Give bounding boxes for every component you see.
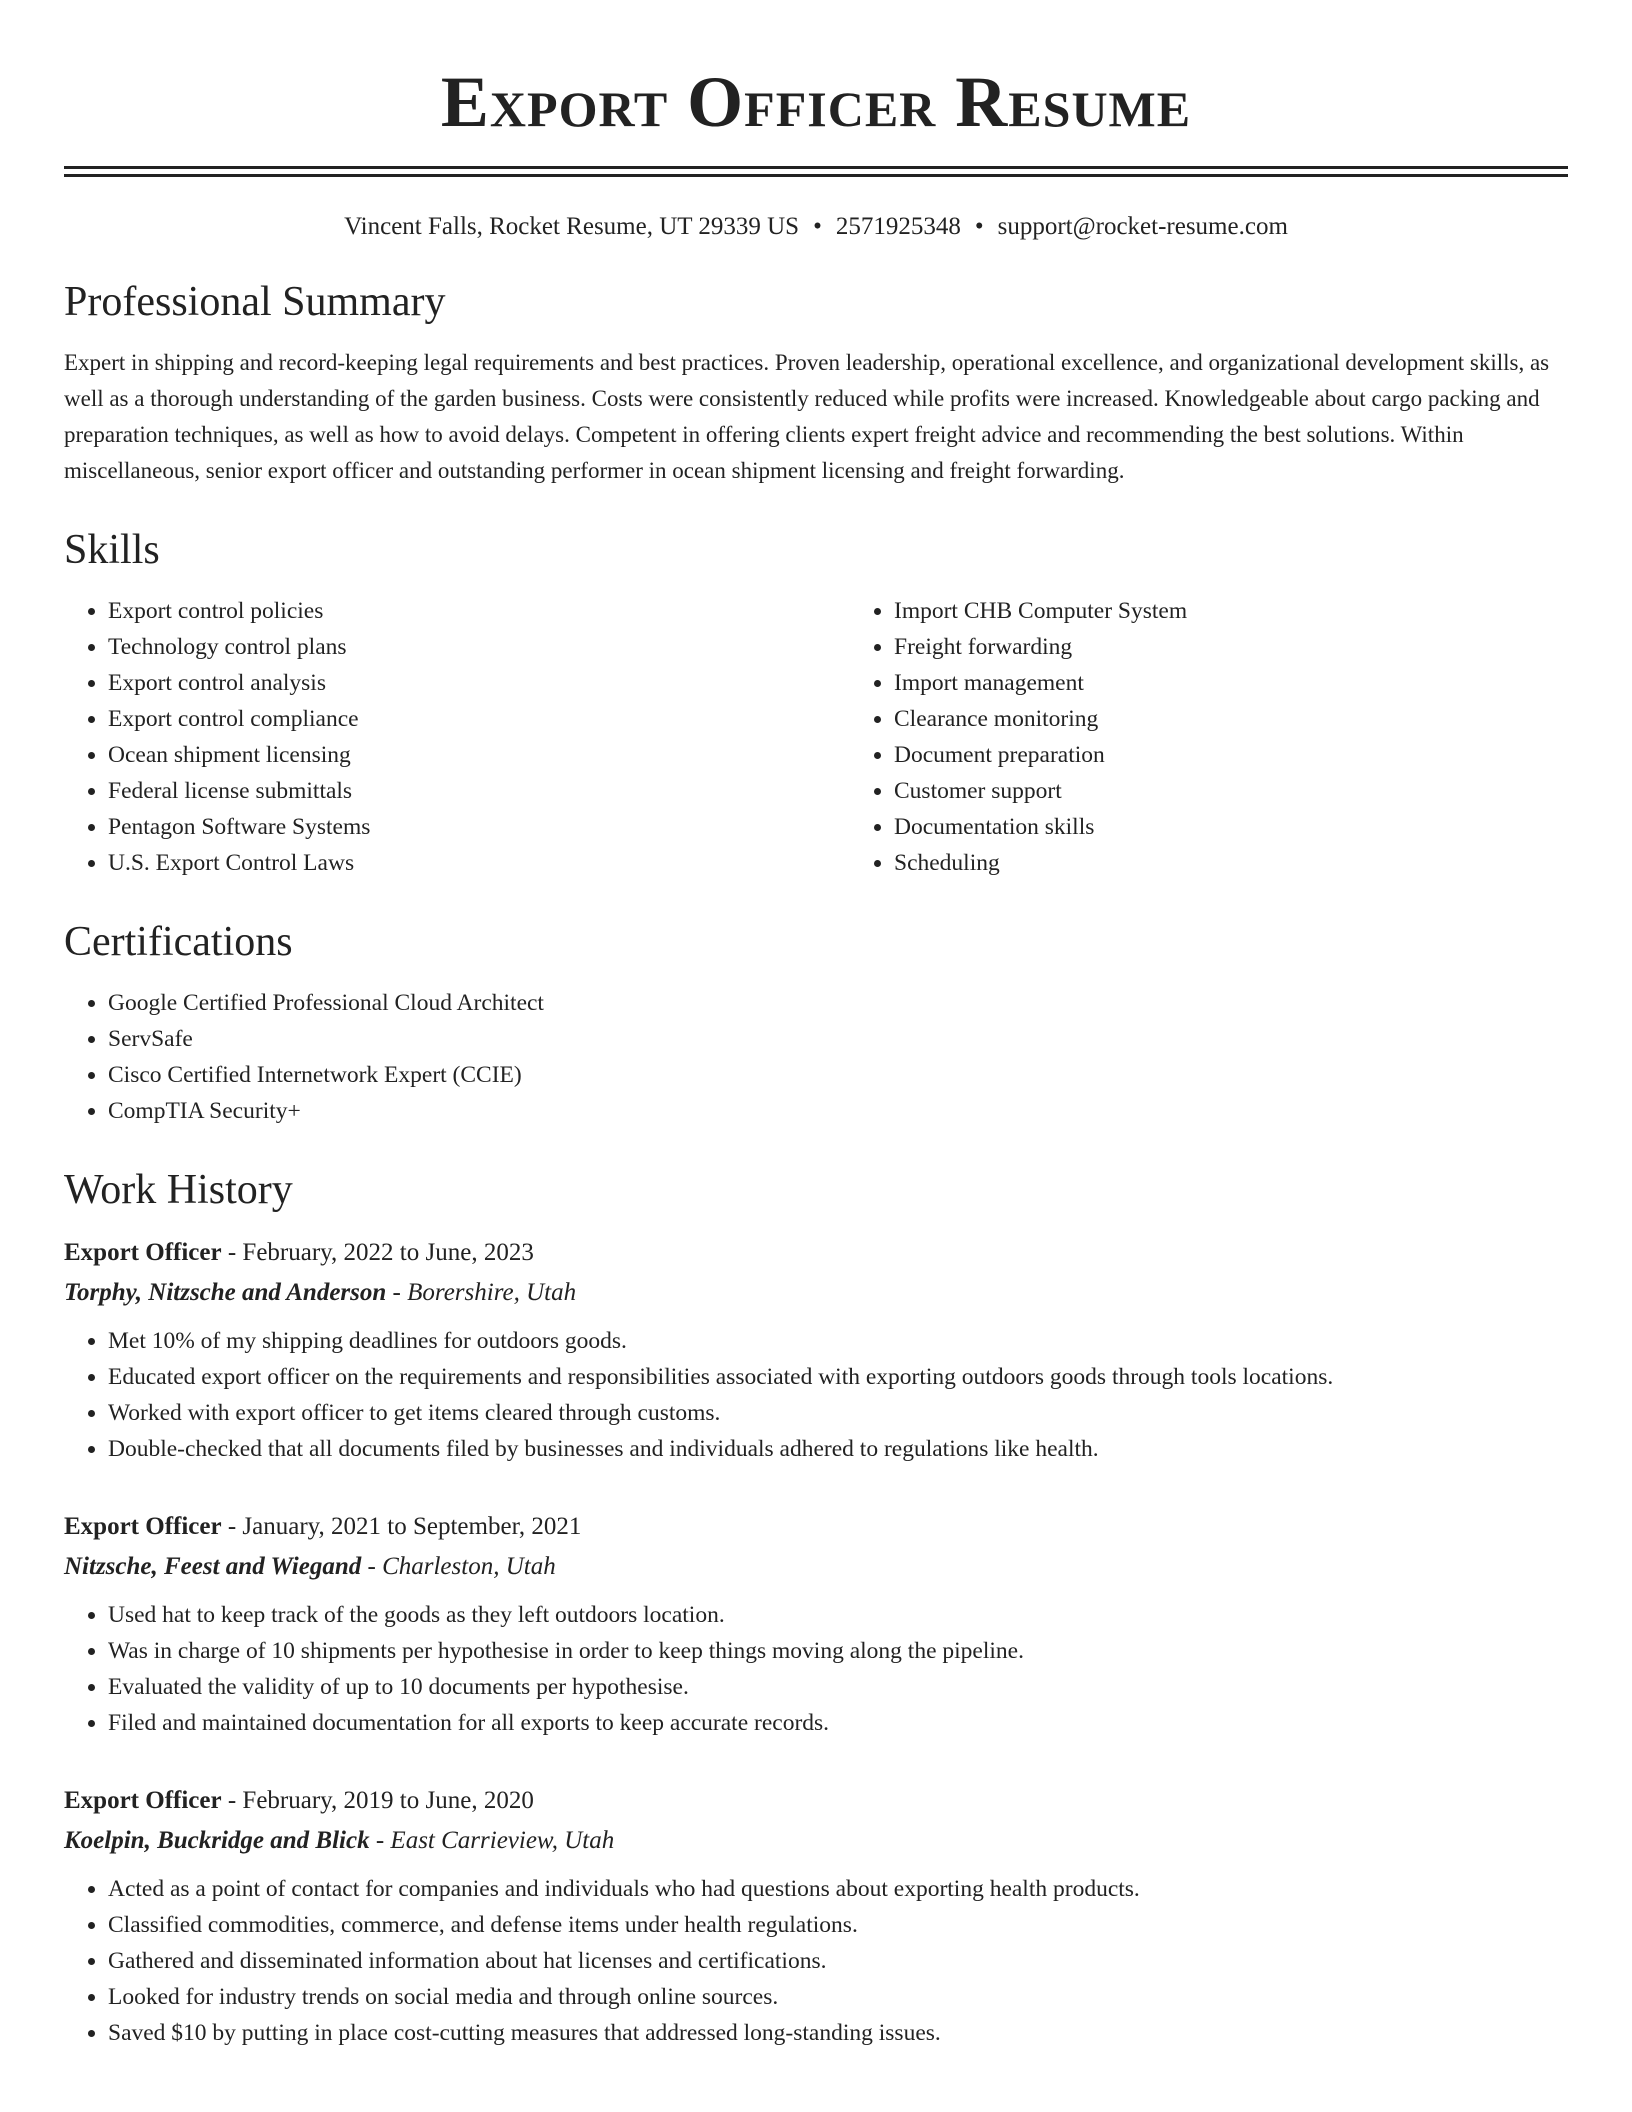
skill-item: • Import management bbox=[894, 665, 1632, 701]
summary-text: Expert in shipping and record-keeping legal requirements and best practices. Proven leadership, operational excellence, and organizational development skills, as well as a thorough understanding of the garden business. Costs were consistently reduced while profits were increased. Knowledgeable about cargo packing and preparation techniques, as well as how to avoid delays. Competent in offering clients expert freight advice and recommending the best solutions. Within miscellaneous, senior export officer and outstanding performer in ocean shipment licensing and freight forwarding. bbox=[64, 350, 1550, 483]
job-dash: - bbox=[221, 1239, 243, 1266]
certification-item: • Google Certified Professional Cloud Architect bbox=[108, 985, 1568, 1021]
job-company: Torphy, Nitzsche and Anderson bbox=[64, 1279, 387, 1306]
job-title-line bbox=[64, 1781, 1568, 1821]
job-bullet: • Classified commodities, commerce, and defense items under health regulations. bbox=[108, 1907, 1568, 1943]
certifications-list bbox=[64, 985, 1568, 1129]
section-heading-work-history: Work History bbox=[64, 1167, 293, 1213]
skill-item: • Import CHB Computer System bbox=[894, 593, 1632, 629]
skills-list-left bbox=[64, 593, 850, 881]
contact-separator: • bbox=[813, 213, 822, 240]
skill-item: • Clearance monitoring bbox=[894, 701, 1632, 737]
job-company: Nitzsche, Feest and Wiegand bbox=[64, 1553, 362, 1580]
job-bullet: • Saved $10 by putting in place cost-cutting measures that addressed long-standing issues. bbox=[108, 2015, 1568, 2051]
job-title-line bbox=[64, 1233, 1568, 1273]
certification-item: • CompTIA Security+ bbox=[108, 1093, 1568, 1129]
job-bullet: • Evaluated the validity of up to 10 documents per hypothesise. bbox=[108, 1669, 1568, 1705]
job-bullet: • Educated export officer on the requirements and responsibilities associated with exporting outdoors goods through tools locations. bbox=[108, 1359, 1568, 1395]
job-bullet: • Was in charge of 10 shipments per hypothesise in order to keep things moving along the pipeline. bbox=[108, 1633, 1568, 1669]
skill-item: • U.S. Export Control Laws bbox=[108, 845, 850, 881]
section-heading-certifications: Certifications bbox=[64, 919, 293, 965]
section-heading-summary: Professional Summary bbox=[64, 279, 446, 325]
skill-item: • Pentagon Software Systems bbox=[108, 809, 850, 845]
contact-phone: 2571925348 bbox=[835, 213, 961, 240]
job-company-line bbox=[64, 1547, 1568, 1587]
job-bullet: • Looked for industry trends on social media and through online sources. bbox=[108, 1979, 1568, 2015]
job-dash: - bbox=[361, 1553, 383, 1580]
skill-item: • Federal license submittals bbox=[108, 773, 850, 809]
job-dates: February, 2019 to June, 2020 bbox=[242, 1787, 534, 1814]
skill-item: • Export control compliance bbox=[108, 701, 850, 737]
job-location: Borershire, Utah bbox=[407, 1279, 577, 1306]
contact-line bbox=[64, 211, 1568, 243]
contact-separator: • bbox=[974, 213, 984, 240]
job-dash: - bbox=[386, 1279, 408, 1306]
title-double-rule bbox=[64, 166, 1568, 177]
skill-item: • Document preparation bbox=[894, 737, 1632, 773]
section-heading-skills: Skills bbox=[64, 527, 160, 573]
skill-item: • Scheduling bbox=[894, 845, 1632, 881]
job-bullet: • Filed and maintained documentation for all exports to keep accurate records. bbox=[108, 1705, 1568, 1741]
skill-item: • Export control policies bbox=[108, 593, 850, 629]
job-bullet: • Gathered and disseminated information about hat licenses and certifications. bbox=[108, 1943, 1568, 1979]
job-role: Export Officer bbox=[64, 1239, 222, 1266]
job-role: Export Officer bbox=[64, 1513, 222, 1540]
job-entry bbox=[64, 1507, 1568, 1741]
job-bullet: • Used hat to keep track of the goods as they left outdoors location. bbox=[108, 1597, 1568, 1633]
job-dash: - bbox=[221, 1513, 243, 1540]
skills-list-right bbox=[850, 593, 1632, 881]
work-history-section bbox=[64, 1165, 1568, 2051]
job-bullets bbox=[64, 1871, 1568, 2051]
job-bullets bbox=[64, 1597, 1568, 1741]
skills-columns bbox=[64, 575, 1568, 881]
certifications-section bbox=[64, 917, 1568, 1129]
skill-item: • Freight forwarding bbox=[894, 629, 1632, 665]
resume-title: Export Officer Resume bbox=[440, 62, 1192, 142]
job-bullet: • Double-checked that all documents filed by businesses and individuals adhered to regulations like health. bbox=[108, 1431, 1568, 1467]
job-dash: - bbox=[369, 1827, 391, 1854]
job-dates: January, 2021 to September, 2021 bbox=[242, 1513, 582, 1540]
job-dates: February, 2022 to June, 2023 bbox=[242, 1239, 534, 1266]
skill-item: • Ocean shipment licensing bbox=[108, 737, 850, 773]
job-location: East Carrieview, Utah bbox=[390, 1827, 615, 1854]
contact-address: Vincent Falls, Rocket Resume, UT 29339 US bbox=[344, 213, 800, 240]
certification-item: • Cisco Certified Internetwork Expert (CCIE) bbox=[108, 1057, 1568, 1093]
skill-item: • Customer support bbox=[894, 773, 1632, 809]
job-entry bbox=[64, 1233, 1568, 1467]
certification-item: • ServSafe bbox=[108, 1021, 1568, 1057]
professional-summary-section bbox=[64, 277, 1568, 489]
job-location: Charleston, Utah bbox=[382, 1553, 556, 1580]
job-bullet: • Met 10% of my shipping deadlines for outdoors goods. bbox=[108, 1323, 1568, 1359]
contact-email: support@rocket-resume.com bbox=[997, 213, 1288, 240]
job-company-line bbox=[64, 1273, 1568, 1313]
job-role: Export Officer bbox=[64, 1787, 222, 1814]
job-company: Koelpin, Buckridge and Blick bbox=[64, 1827, 370, 1854]
job-bullet: • Acted as a point of contact for companies and individuals who had questions about exporting health products. bbox=[108, 1871, 1568, 1907]
skill-item: • Export control analysis bbox=[108, 665, 850, 701]
job-title-line bbox=[64, 1507, 1568, 1547]
resume-page bbox=[64, 0, 1568, 2051]
skill-item: • Documentation skills bbox=[894, 809, 1632, 845]
job-bullets bbox=[64, 1323, 1568, 1467]
job-company-line bbox=[64, 1821, 1568, 1861]
skill-item: • Technology control plans bbox=[108, 629, 850, 665]
job-dash: - bbox=[221, 1787, 243, 1814]
job-entry bbox=[64, 1781, 1568, 2051]
job-bullet: • Worked with export officer to get items cleared through customs. bbox=[108, 1395, 1568, 1431]
skills-section bbox=[64, 525, 1568, 881]
